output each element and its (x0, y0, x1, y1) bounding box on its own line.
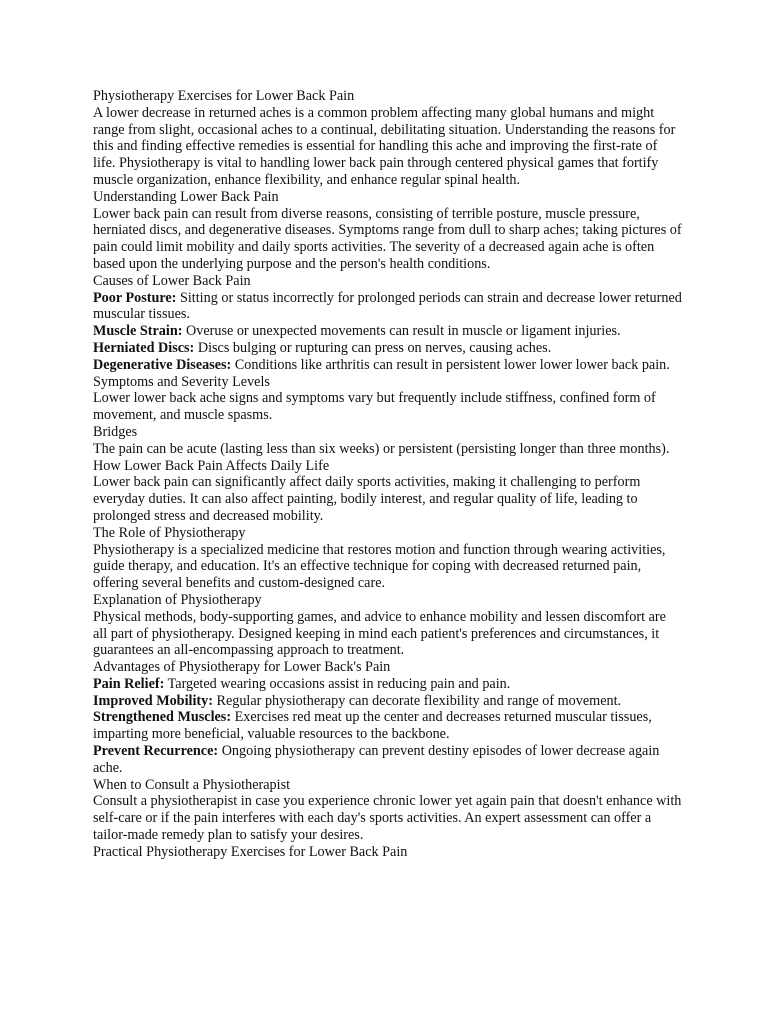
list-item-term: Prevent Recurrence: (93, 743, 219, 760)
list-item-text: Sitting or status incorrectly for prolonged periods can strain and decrease lower returned muscular tissues. (93, 289, 682, 323)
paragraph: The pain can be acute (lasting less than six weeks) or persistent (persisting longer than three months). (93, 440, 670, 457)
section-heading: The Role of Physiotherapy (93, 524, 246, 541)
list-item (93, 340, 683, 357)
section-heading: How Lower Back Pain Affects Daily Life (93, 457, 330, 474)
list-item-term: Poor Posture: (93, 289, 177, 306)
intro-paragraph: A lower decrease in returned aches is a common problem affecting many global humans and might range from slight, occasional aches to a continual, debilitating situation. Understanding the reasons for this and finding effective remedies is essential for handling this ache and improving the first-rate of life. Physiotherapy is vital to handling lower back pain through centered physical games that fortify muscle organization, enhance flexibility, and enhance regular spinal health. (93, 104, 676, 188)
section-heading: Symptoms and Severity Levels (93, 373, 270, 390)
section-heading: When to Consult a Physiotherapist (93, 776, 291, 793)
list-item (93, 693, 683, 710)
paragraph: Lower lower back ache signs and symptoms vary but frequently include stiffness, confined form of movement, and muscle spasms. (93, 390, 656, 424)
list-item-term: Strengthened Muscles: (93, 709, 232, 726)
list-item-text: Targeted wearing occasions assist in reducing pain and pain. (164, 675, 511, 692)
list-item-term: Muscle Strain: (93, 323, 183, 340)
list-item-text: Ongoing physiotherapy can prevent destiny episodes of lower decrease again ache. (93, 743, 660, 776)
paragraph: Physiotherapy is a specialized medicine that restores motion and function through wearing activities, guide therapy, and education. It's an effective technique for coping with decreased returned pain, offering several benefits and custom-designed care. (93, 541, 666, 592)
paragraph: Lower back pain can significantly affect daily sports activities, making it challenging to perform everyday duties. It can also affect painting, bodily interest, and regular quality of life, leading to prolonged stress and decreased mobility. (93, 474, 641, 524)
section-heading: Causes of Lower Back Pain (93, 272, 251, 289)
list-item (93, 676, 683, 693)
document-body (93, 88, 683, 861)
list-item (93, 743, 683, 777)
list-item-text: Conditions like arthritis can result in persistent lower lower lower back pain. (231, 356, 670, 373)
list-item (93, 323, 683, 340)
paragraph: Lower back pain can result from diverse reasons, consisting of terrible posture, muscle pressure, herniated discs, and degenerative diseases. Symptoms range from dull to sharp aches; taking pictures of pain could limit mobility and daily sports activities. The severity of a decreased again ache is often based upon the underlying purpose and the person's health conditions. (93, 205, 682, 272)
paragraph: Consult a physiotherapist in case you experience chronic lower yet again pain that doesn't enhance with self-care or if the pain interferes with each day's sports activities. An expert assessment can offer a tailor-made remedy plan to satisfy your desires. (93, 793, 682, 844)
doc-title: Physiotherapy Exercises for Lower Back Pain (93, 88, 355, 104)
section-heading: Advantages of Physiotherapy for Lower Back's Pain (93, 659, 391, 676)
section-heading: Explanation of Physiotherapy (93, 591, 262, 608)
list-item (93, 290, 683, 324)
list-item (93, 709, 683, 743)
paragraph: Physical methods, body-supporting games, and advice to enhance mobility and lessen discomfort are all part of physiotherapy. Designed keeping in mind each patient's preferences and circumstances, it guarantees an all-encompassing approach to treatment. (93, 608, 666, 659)
section-heading: Practical Physiotherapy Exercises for Lower Back Pain (93, 843, 408, 860)
list-item-term: Herniated Discs: (93, 339, 195, 356)
section-heading: Bridges (93, 423, 138, 440)
section-heading: Understanding Lower Back Pain (93, 188, 279, 205)
list-item-text: Overuse or unexpected movements can result in muscle or ligament injuries. (182, 323, 621, 340)
list-item-term: Pain Relief: (93, 675, 165, 692)
list-item-text: Discs bulging or rupturing can press on nerves, causing aches. (194, 339, 552, 356)
list-item (93, 357, 683, 374)
list-item-term: Degenerative Diseases: (93, 356, 232, 373)
list-item-text: Exercises red meat up the center and decreases returned muscular tissues, imparting more beneficial, valuable resources to the backbone. (93, 709, 652, 743)
list-item-text: Regular physiotherapy can decorate flexibility and range of movement. (212, 692, 622, 709)
list-item-term: Improved Mobility: (93, 692, 213, 709)
